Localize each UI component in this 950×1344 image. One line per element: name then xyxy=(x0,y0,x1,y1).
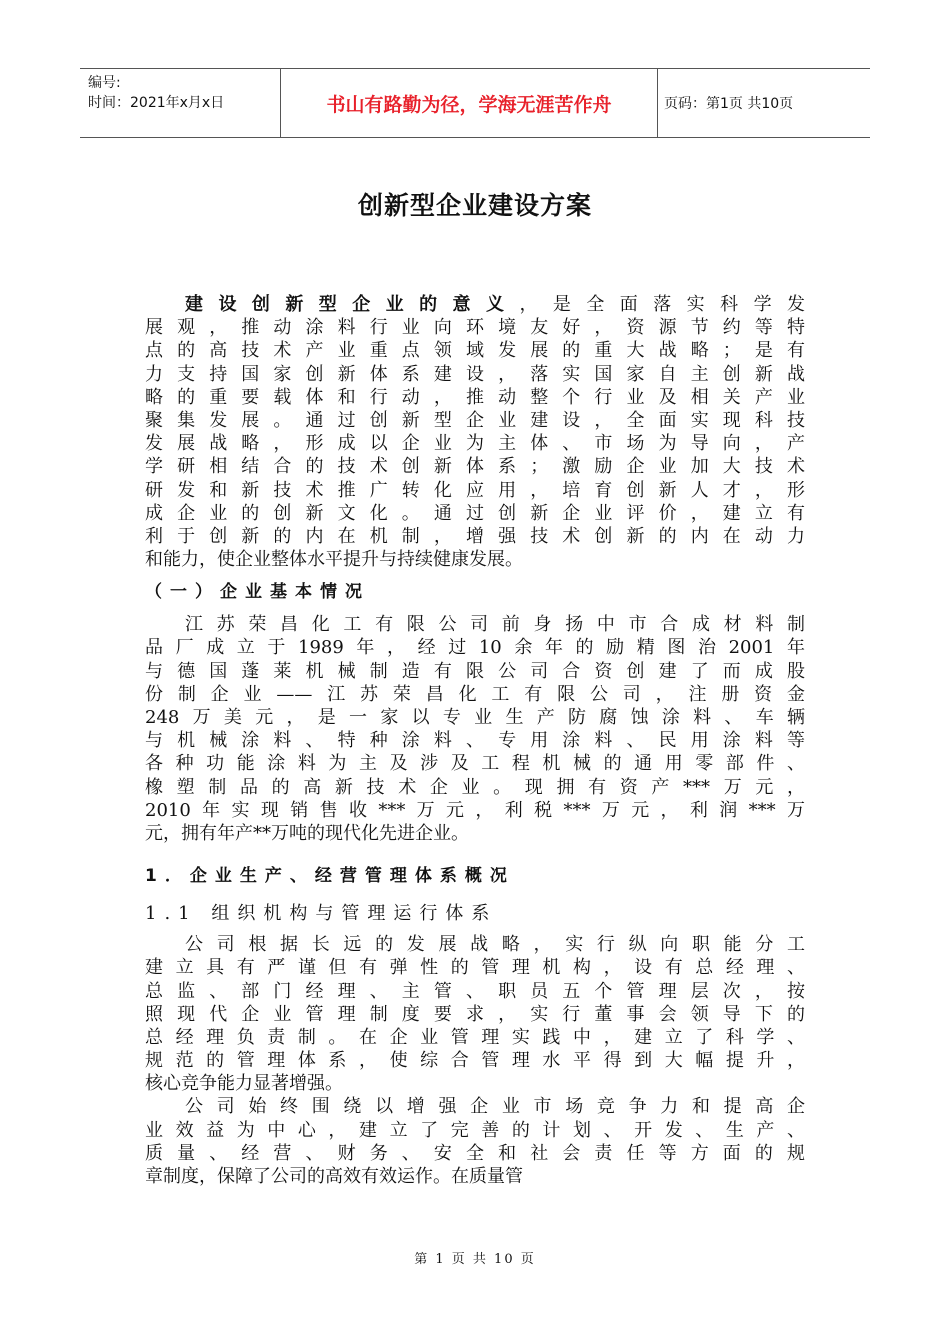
document-header xyxy=(80,68,870,138)
text-line: 公司始终围绕以增强企业市场竞争力和提高企 xyxy=(185,1096,805,1118)
section-heading-management: 1．企业生产、经营管理体系概况 xyxy=(145,866,515,887)
subsection-heading-organization: 1.1 组织机构与管理运行体系 xyxy=(145,903,498,925)
header-meta xyxy=(80,69,281,137)
document-title: 创新型企业建设方案 xyxy=(357,191,592,220)
text-line: 2010年实现销售收***万元，利税***万元，利润***万 xyxy=(145,799,805,821)
text-line: 与机械涂料、特种涂料、专用涂料、民用涂料等 xyxy=(145,730,805,752)
header-page-label: 页码：第1页 共10页 xyxy=(664,96,794,112)
intro-paragraph xyxy=(145,293,805,571)
text-line: 总经理负责制。在企业管理实践中，建立了科学、 xyxy=(145,1026,805,1048)
organization-paragraph xyxy=(145,933,805,1095)
text-line: 江苏荣昌化工有限公司前身扬中市合成材料制 xyxy=(185,614,805,636)
text-line: 公司根据长远的发展战略，实行纵向职能分工 xyxy=(185,934,805,956)
text-line: 橡塑制品的高新技术企业。现拥有资产***万元， xyxy=(145,776,805,798)
text-line: 核心竞争能力显著增强。 xyxy=(145,1073,343,1095)
text-line: 总监、部门经理、主管、职员五个管理层次，按 xyxy=(145,980,805,1002)
text-line: 略的重要载体和行动，推动整个行业及相关产业 xyxy=(145,386,805,408)
text-line: 建立具有严谨但有弹性的管理机构，设有总经理、 xyxy=(145,957,805,979)
text-line: 质量、经营、财务、安全和社会责任等方面的规 xyxy=(145,1142,805,1164)
text-line: 展观，推动涂料行业向环境友好，资源节约等特 xyxy=(145,317,805,339)
page-footer: 第 1 页 共 10 页 xyxy=(414,1252,536,1267)
text-line: 建设创新型企业的意义，是全面落实科学发 xyxy=(185,294,806,315)
number-label: 编号: xyxy=(88,75,121,91)
text-line: 研发和新技术推广转化应用，培育创新人才，形 xyxy=(145,479,805,501)
lead-bold-text: 建设创新型企业的意义 xyxy=(185,294,520,315)
text-line: 元，拥有年产**万吨的现代化先进企业。 xyxy=(145,822,469,844)
text-line: 照现代企业管理制度要求，实行董事会领导下的 xyxy=(145,1003,805,1025)
basic-info-paragraph xyxy=(145,613,805,845)
text-line: 248万美元，是一家以专业生产防腐蚀涂料、车辆 xyxy=(145,707,805,728)
text-line: 各种功能涂料为主及涉及工程机械的通用零部件、 xyxy=(145,753,805,775)
text-line: 业效益为中心，建立了完善的计划、开发、生产、 xyxy=(145,1119,805,1141)
text-line: 聚集发展。通过创新型企业建设，全面实现科技 xyxy=(145,409,805,431)
text-line: 成企业的创新文化。通过创新企业评价，建立有 xyxy=(145,502,805,524)
text-line: 点的高技术产业重点领域发展的重大战略；是有 xyxy=(145,340,805,362)
text-line: 品厂成立于1989年，经过10余年的励精图治2001年 xyxy=(145,637,805,659)
text-line: 章制度，保障了公司的高效有效运作。在质量管 xyxy=(145,1166,523,1187)
document-body xyxy=(145,293,805,1188)
management-paragraph xyxy=(145,1095,805,1188)
text-line: 发展战略，形成以企业为主体、市场为导向，产 xyxy=(145,433,805,455)
text-line: 力支持国家创新体系建设，落实国家自主创新战 xyxy=(145,363,805,385)
header-motto: 书山有路勤为径，学海无涯苦作舟 xyxy=(281,69,658,137)
text-line: 规范的管理体系，使综合管理水平得到大幅提升， xyxy=(145,1050,805,1072)
text-line: 学研相结合的技术创新体系；激励企业加大技术 xyxy=(145,456,805,478)
text-line: 与德国蓬莱机械制造有限公司合资创建了而成股 xyxy=(145,660,805,682)
time-label: 时间：2021年x月x日 xyxy=(88,95,225,111)
section-heading-basic-info: （一）企业基本情况 xyxy=(145,582,370,603)
text-line: 份制企业——江苏荣昌化工有限公司，注册资金 xyxy=(145,683,805,705)
text-line: 和能力，使企业整体水平提升与持续健康发展。 xyxy=(145,549,523,571)
text-line: 利于创新的内在机制，增强技术创新的内在动力 xyxy=(145,525,805,547)
